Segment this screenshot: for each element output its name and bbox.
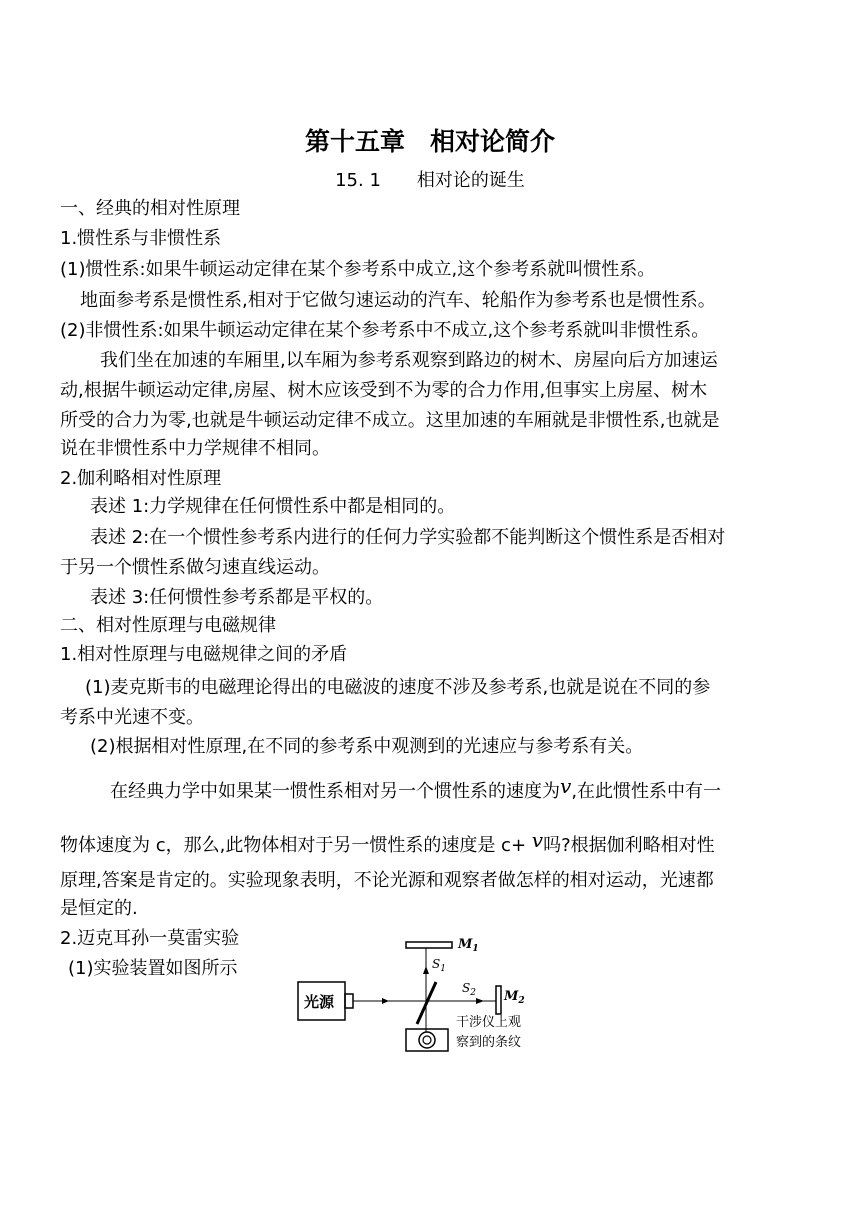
arm-s2-label: $S_2$ [462,981,476,998]
paragraph-line: 是恒定的. [60,898,138,919]
section-title: 15. 1 相对论的诞生 [335,170,525,191]
michelson-interferometer-diagram [296,932,556,1060]
paragraph-line: 在经典力学中如果某一惯性系相对另一个惯性系的速度为v,在此惯性系中有一 [110,774,722,802]
arm2-arrow [476,998,484,1004]
velocity-symbol: v [560,774,572,798]
light-source-nozzle [345,994,353,1008]
text-line: 表述 3:任何惯性参考系都是平权的。 [90,587,384,608]
text-line: (1)麦克斯韦的电磁理论得出的电磁波的速度不涉及参考系,也就是说在不同的参 [85,677,711,698]
subheading-galilean-relativity: 2.伽利略相对性原理 [60,468,222,489]
text-line: 动,根据牛顿运动定律,房屋、树木应该受到不为零的合力作用,但事实上房屋、树木 [60,380,708,401]
heading-classical-relativity: 一、经典的相对性原理 [60,198,240,219]
text-line: 考系中光速不变。 [60,707,204,728]
mirror-m1-label: $M_1$ [458,937,479,954]
mirror-m1 [406,942,452,948]
text-line: 所受的合力为零,也就是牛顿运动定律不成立。这里加速的车厢就是非惯性系,也就是 [60,410,720,431]
mirror-m2-label: $M_2$ [504,989,525,1006]
subheading-michelson-morley: 2.迈克耳孙一莫雷实验 [60,928,240,949]
paragraph-line: 原理,答案是肯定的。实验现象表明，不论光源和观察者做怎样的相对运动，光速都 [60,870,714,891]
subheading-contradiction: 1.相对性原理与电磁规律之间的矛盾 [60,644,348,665]
beam-arrow [382,998,389,1004]
text-line: (1)惯性系:如果牛顿运动定律在某个参考系中成立,这个参考系就叫惯性系。 [60,259,656,280]
paragraph-line: 物体速度为 c，那么,此物体相对于另一惯性系的速度是 c+ v吗?根据伽利略相对性 [60,828,715,856]
text-line: (2)根据相对性原理,在不同的参考系中观测到的光速应与参考系有关。 [90,736,644,757]
mirror-m2 [496,986,501,1014]
fringe-caption-2: 察到的条纹 [456,1035,522,1050]
text-line: 于另一个惯性系做匀速直线运动。 [60,557,330,578]
fringe-outer [419,1032,435,1048]
light-source-label: 光源 [304,993,335,1011]
fringe-inner [423,1036,431,1044]
text-line: 地面参考系是惯性系,相对于它做匀速运动的汽车、轮船作为参考系也是惯性系。 [80,290,716,311]
text-line: 说在非惯性系中力学规律不相同。 [60,438,330,459]
heading-relativity-electromagnetism: 二、相对性原理与电磁规律 [60,615,276,636]
text-line: 表述 1:力学规律在任何惯性系中都是相同的。 [90,496,456,517]
fringe-caption-1: 干涉仪上观 [456,1015,522,1030]
text-line: (2)非惯性系:如果牛顿运动定律在某个参考系中不成立,这个参考系就叫非惯性系。 [60,320,710,341]
velocity-symbol: v [531,828,544,852]
subheading-inertial-frames: 1.惯性系与非惯性系 [60,228,222,249]
arm1-arrow [423,966,429,974]
chapter-title: 第十五章 相对论简介 [304,127,555,156]
arm-s1-label: $S_1$ [432,957,446,974]
text-line: 表述 2:在一个惯性参考系内进行的任何力学实验都不能判断这个惯性系是否相对 [90,527,726,548]
text-line: (1)实验装置如图所示 [68,958,238,979]
text-line: 我们坐在加速的车厢里,以车厢为参考系观察到路边的树木、房屋向后方加速运 [100,350,718,371]
